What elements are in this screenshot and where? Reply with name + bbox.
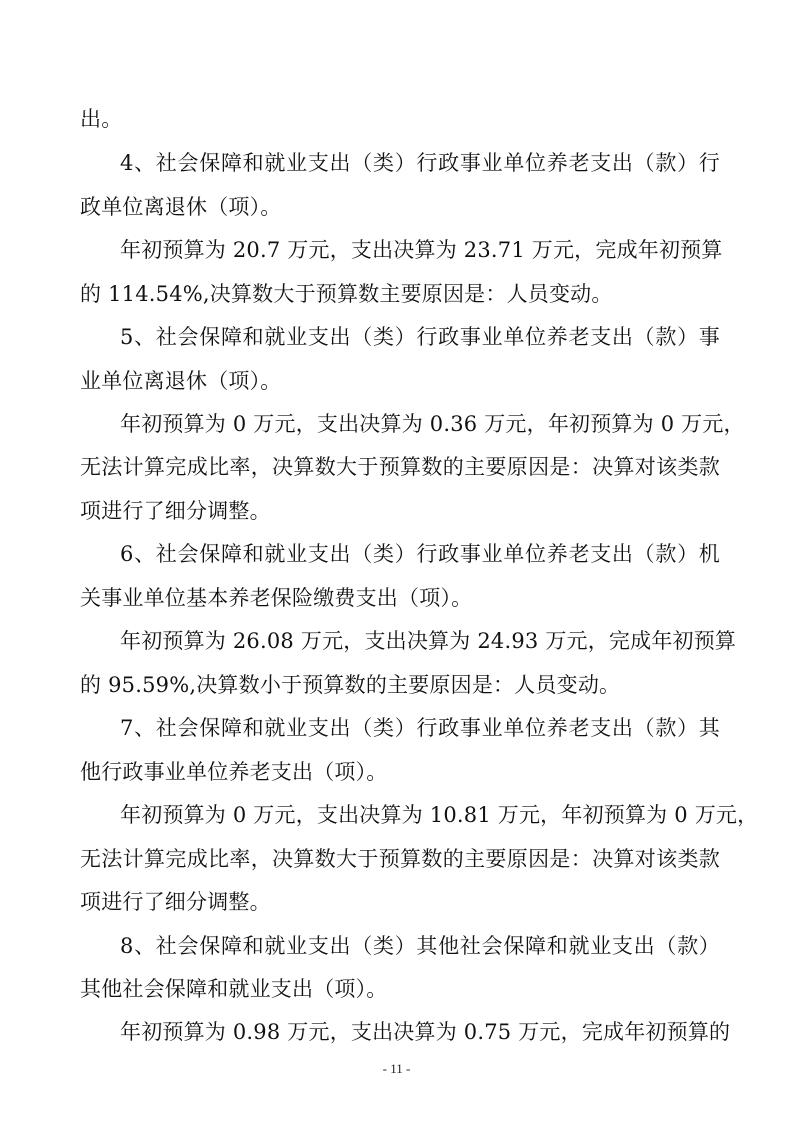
text-line: 无法计算完成比率，决算数大于预算数的主要原因是：决算对该类款 bbox=[80, 847, 720, 871]
text-line: 的 114.54%,决算数大于预算数主要原因是：人员变动。 bbox=[80, 282, 613, 306]
text-line: 年初预算为 0 万元，支出决算为 10.81 万元，年初预算为 0 万元， bbox=[120, 803, 759, 827]
text-line: 年初预算为 0.98 万元，支出决算为 0.75 万元，完成年初预算的 bbox=[120, 1020, 731, 1044]
text-line: 的 95.59%,决算数小于预算数的主要原因是：人员变动。 bbox=[80, 673, 621, 697]
text-line: 业单位离退休（项）。 bbox=[80, 369, 282, 393]
text-line: 关事业单位基本养老保险缴费支出（项）。 bbox=[80, 586, 473, 610]
text-line: 年初预算为 0 万元，支出决算为 0.36 万元，年初预算为 0 万元， bbox=[120, 412, 745, 436]
text-line: 项进行了细分调整。 bbox=[80, 890, 271, 914]
text-line: 年初预算为 26.08 万元，支出决算为 24.93 万元，完成年初预算 bbox=[120, 629, 737, 653]
text-line: 6、社会保障和就业支出（类）行政事业单位养老支出（款）机 bbox=[120, 542, 720, 566]
text-line: 8、社会保障和就业支出（类）其他社会保障和就业支出（款） bbox=[120, 934, 720, 958]
page-number: - 11 - bbox=[382, 1061, 411, 1076]
text-line: 出。 bbox=[80, 107, 123, 131]
text-line: 无法计算完成比率，决算数大于预算数的主要原因是：决算对该类款 bbox=[80, 455, 720, 479]
text-line: 他行政事业单位养老支出（项）。 bbox=[80, 760, 388, 784]
text-line: 4、社会保障和就业支出（类）行政事业单位养老支出（款）行 bbox=[120, 151, 720, 175]
text-line: 5、社会保障和就业支出（类）行政事业单位养老支出（款）事 bbox=[120, 325, 720, 349]
text-line: 其他社会保障和就业支出（项）。 bbox=[80, 977, 388, 1001]
text-line: 年初预算为 20.7 万元，支出决算为 23.71 万元，完成年初预算 bbox=[120, 238, 723, 262]
text-line: 7、社会保障和就业支出（类）行政事业单位养老支出（款）其 bbox=[120, 716, 720, 740]
text-line: 政单位离退休（项）。 bbox=[80, 195, 282, 219]
text-line: 项进行了细分调整。 bbox=[80, 499, 271, 523]
